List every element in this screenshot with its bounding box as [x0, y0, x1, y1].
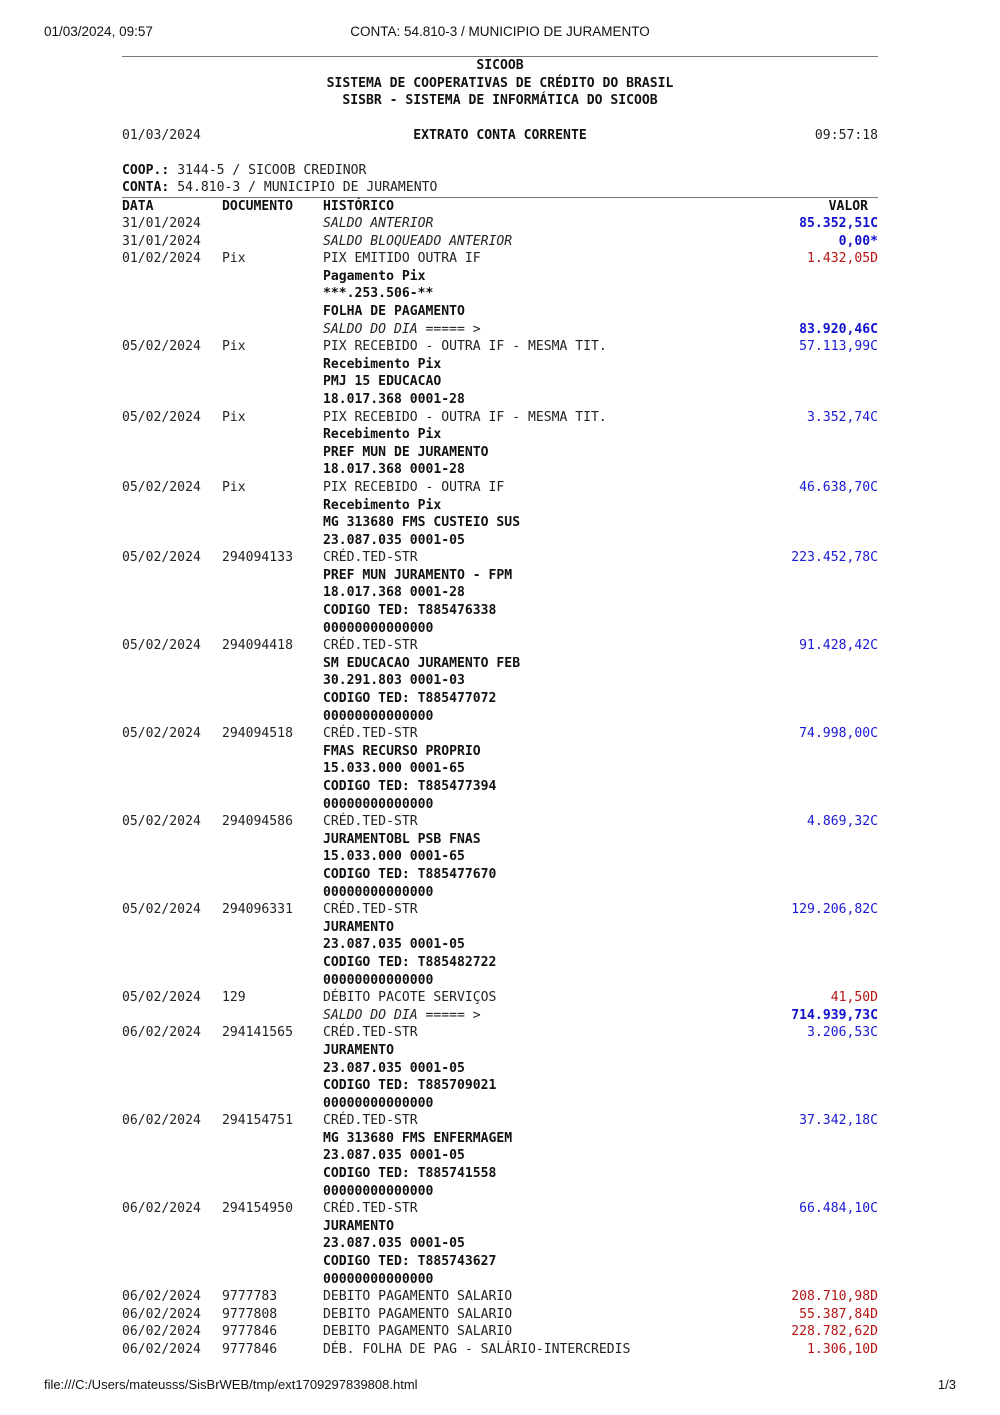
table-row [122, 479, 878, 497]
row-history: 30.291.803 0001-03 [323, 673, 465, 689]
transaction-table [122, 215, 878, 1359]
row-value: 57.113,99C [799, 339, 878, 355]
row-history: 15.033.000 0001-65 [323, 761, 465, 777]
row-history: PIX RECEBIDO - OUTRA IF [323, 479, 505, 495]
row-date: 05/02/2024 [122, 638, 201, 654]
print-title: CONTA: 54.810-3 / MUNICIPIO DE JURAMENTO [350, 24, 650, 39]
table-row [122, 954, 878, 972]
row-document: 294094133 [222, 550, 293, 566]
row-document: 294154950 [222, 1201, 293, 1217]
row-history: 23.087.035 0001-05 [323, 937, 465, 953]
row-date: 06/02/2024 [122, 1113, 201, 1129]
row-document: Pix [222, 339, 246, 355]
table-row [122, 602, 878, 620]
table-row [122, 1218, 878, 1236]
row-history: CODIGO TED: T885743627 [323, 1254, 497, 1270]
row-history: DÉBITO PACOTE SERVIÇOS [323, 990, 497, 1006]
table-row [122, 919, 878, 937]
row-history: CODIGO TED: T885476338 [323, 603, 497, 619]
account-value: 54.810-3 / MUNICIPIO DE JURAMENTO [177, 180, 438, 195]
row-history: CODIGO TED: T885741558 [323, 1166, 497, 1182]
table-row [122, 1306, 878, 1324]
table-row [122, 233, 878, 251]
page-number: 1/3 [937, 1377, 956, 1392]
row-value: 4.869,32C [807, 814, 878, 830]
row-history: CRÉD.TED-STR [323, 902, 418, 918]
table-row [122, 1288, 878, 1306]
row-history: DEBITO PAGAMENTO SALARIO [323, 1289, 513, 1305]
row-history: JURAMENTOBL PSB FNAS [323, 831, 481, 847]
coop-value: 3144-5 / SICOOB CREDINOR [177, 162, 367, 178]
table-row [122, 1147, 878, 1165]
table-row [122, 796, 878, 814]
row-history: DEBITO PAGAMENTO SALARIO [323, 1306, 513, 1322]
row-date: 05/02/2024 [122, 339, 201, 355]
table-header [122, 197, 878, 216]
table-row [122, 250, 878, 268]
row-value: 74.998,00C [799, 726, 878, 742]
browser-print-footer [44, 1377, 956, 1395]
table-row [122, 831, 878, 849]
table-row [122, 532, 878, 550]
table-row [122, 391, 878, 409]
table-row [122, 884, 878, 902]
row-history: CODIGO TED: T885482722 [323, 954, 497, 970]
bank-system-name: SISTEMA DE COOPERATIVAS DE CRÉDITO DO BRASIL [326, 75, 674, 91]
account-info [122, 179, 878, 197]
row-value: 55.387,84D [799, 1306, 878, 1322]
row-value: 3.206,53C [807, 1025, 878, 1041]
row-history: PREF MUN JURAMENTO - FPM [323, 567, 513, 583]
row-date: 06/02/2024 [122, 1306, 201, 1322]
row-history: 00000000000000 [323, 620, 434, 636]
row-value: 129.206,82C [791, 902, 878, 918]
table-row [122, 708, 878, 726]
row-history: MG 313680 FMS CUSTEIO SUS [323, 515, 521, 531]
row-value: 0,00* [838, 233, 878, 249]
row-value: 1.432,05D [807, 251, 878, 267]
row-history: CRÉD.TED-STR [323, 814, 418, 830]
row-date: 06/02/2024 [122, 1025, 201, 1041]
column-header-value: VALOR [828, 198, 868, 214]
row-history: CODIGO TED: T885477394 [323, 779, 497, 794]
table-row [122, 848, 878, 866]
table-row [122, 1007, 878, 1025]
row-document: 9777846 [222, 1342, 278, 1357]
table-row [122, 338, 878, 356]
table-row [122, 1341, 878, 1359]
table-row [122, 567, 878, 585]
table-row [122, 444, 878, 462]
row-history: FOLHA DE PAGAMENTO [323, 303, 465, 319]
row-history: PIX RECEBIDO - OUTRA IF - MESMA TIT. [323, 339, 607, 355]
row-history: JURAMENTO [323, 1218, 394, 1234]
row-document: 294094586 [222, 814, 293, 830]
table-row [122, 1323, 878, 1341]
row-value: 228.782,62D [791, 1324, 878, 1340]
row-history: Recebimento Pix [323, 356, 442, 372]
row-document: 9777783 [222, 1289, 278, 1305]
table-row [122, 813, 878, 831]
table-row [122, 620, 878, 638]
print-datetime: 01/03/2024, 09:57 [44, 24, 153, 39]
row-history: 15.033.000 0001-65 [323, 849, 465, 865]
table-row [122, 584, 878, 602]
row-history: Pagamento Pix [323, 268, 426, 284]
row-date: 05/02/2024 [122, 479, 201, 495]
table-row [122, 725, 878, 743]
account-label: CONTA: [122, 180, 170, 195]
row-date: 05/02/2024 [122, 550, 201, 566]
row-document: 294096331 [222, 902, 293, 918]
table-row [122, 655, 878, 673]
row-history: 00000000000000 [323, 972, 434, 988]
table-row [122, 866, 878, 884]
browser-print-header [44, 24, 956, 42]
table-row [122, 778, 878, 796]
table-row [122, 989, 878, 1007]
row-value: 714.939,73C [791, 1007, 878, 1023]
row-value: 1.306,10D [807, 1342, 878, 1357]
row-date: 01/02/2024 [122, 251, 201, 267]
table-row [122, 690, 878, 708]
table-row [122, 426, 878, 444]
row-history: CRÉD.TED-STR [323, 1113, 418, 1129]
row-document: 129 [222, 990, 246, 1006]
bank-name: SICOOB [476, 58, 524, 73]
row-history: CODIGO TED: T885709021 [323, 1078, 497, 1094]
row-document: Pix [222, 479, 246, 495]
row-history: PMJ 15 EDUCACAO [323, 374, 442, 390]
table-row [122, 1253, 878, 1271]
table-row [122, 1165, 878, 1183]
row-history: CRÉD.TED-STR [323, 638, 418, 654]
row-document: Pix [222, 409, 246, 425]
row-document: 294094518 [222, 726, 293, 742]
row-history: ***.253.506-** [323, 286, 434, 302]
row-history: CRÉD.TED-STR [323, 1025, 418, 1041]
row-value: 41,50D [830, 990, 878, 1006]
row-history: DÉB. FOLHA DE PAG - SALÁRIO-INTERCREDIS [323, 1342, 631, 1357]
report-meta [122, 127, 878, 145]
report-time: 09:57:18 [814, 127, 878, 143]
row-history: SALDO DO DIA ===== > [323, 321, 481, 337]
table-row [122, 972, 878, 990]
row-date: 05/02/2024 [122, 726, 201, 742]
table-row [122, 1200, 878, 1218]
table-row [122, 1060, 878, 1078]
table-row [122, 1235, 878, 1253]
table-row [122, 1130, 878, 1148]
row-history: DEBITO PAGAMENTO SALARIO [323, 1324, 513, 1340]
report-date: 01/03/2024 [122, 127, 201, 143]
row-history: CODIGO TED: T885477072 [323, 691, 497, 707]
row-history: FMAS RECURSO PROPRIO [323, 743, 481, 759]
row-value: 91.428,42C [799, 638, 878, 654]
row-history: 18.017.368 0001-28 [323, 391, 465, 407]
table-row [122, 1042, 878, 1060]
row-history: CRÉD.TED-STR [323, 1201, 418, 1217]
row-document: 294094418 [222, 638, 293, 654]
table-row [122, 215, 878, 233]
row-value: 208.710,98D [791, 1289, 878, 1305]
table-row [122, 743, 878, 761]
statement-document [122, 56, 878, 1359]
row-history: SM EDUCACAO JURAMENTO FEB [323, 655, 521, 671]
table-row [122, 303, 878, 321]
row-history: Recebimento Pix [323, 497, 442, 513]
table-row [122, 901, 878, 919]
column-header-document: DOCUMENTO [222, 198, 293, 214]
row-value: 85.352,51C [799, 216, 878, 231]
row-date: 06/02/2024 [122, 1342, 201, 1357]
row-value: 66.484,10C [799, 1201, 878, 1217]
table-row [122, 549, 878, 567]
table-row [122, 285, 878, 303]
row-history: CRÉD.TED-STR [323, 726, 418, 742]
row-history: 00000000000000 [323, 1183, 434, 1199]
row-history: 00000000000000 [323, 1271, 434, 1287]
row-history: PIX RECEBIDO - OUTRA IF - MESMA TIT. [323, 409, 607, 425]
row-history: CRÉD.TED-STR [323, 550, 418, 566]
table-row [122, 461, 878, 479]
row-value: 37.342,18C [799, 1113, 878, 1129]
row-history: 23.087.035 0001-05 [323, 532, 465, 548]
row-document: Pix [222, 251, 246, 267]
row-history: SALDO DO DIA ===== > [323, 1007, 481, 1023]
report-title: EXTRATO CONTA CORRENTE [413, 127, 587, 143]
table-row [122, 373, 878, 391]
row-history: SALDO BLOQUEADO ANTERIOR [323, 233, 513, 249]
row-history: 23.087.035 0001-05 [323, 1236, 465, 1252]
table-row [122, 936, 878, 954]
row-date: 05/02/2024 [122, 814, 201, 830]
table-row [122, 672, 878, 690]
table-row [122, 1112, 878, 1130]
table-row [122, 1095, 878, 1113]
row-document: 9777808 [222, 1306, 278, 1322]
row-history: Recebimento Pix [323, 427, 442, 443]
row-value: 46.638,70C [799, 479, 878, 495]
row-date: 05/02/2024 [122, 990, 201, 1006]
row-value: 223.452,78C [791, 550, 878, 566]
row-value: 3.352,74C [807, 409, 878, 425]
table-row [122, 1024, 878, 1042]
row-history: 23.087.035 0001-05 [323, 1148, 465, 1164]
row-history: SALDO ANTERIOR [323, 216, 434, 231]
row-date: 05/02/2024 [122, 409, 201, 425]
row-value: 83.920,46C [799, 321, 878, 337]
table-row [122, 1077, 878, 1095]
row-history: PREF MUN DE JURAMENTO [323, 444, 489, 460]
row-history: JURAMENTO [323, 1042, 394, 1058]
row-history: 00000000000000 [323, 1095, 434, 1111]
row-history: PIX EMITIDO OUTRA IF [323, 251, 481, 267]
row-history: 00000000000000 [323, 708, 434, 724]
table-row [122, 356, 878, 374]
row-document: 294141565 [222, 1025, 293, 1041]
row-date: 06/02/2024 [122, 1289, 201, 1305]
row-date: 06/02/2024 [122, 1201, 201, 1217]
row-date: 31/01/2024 [122, 216, 201, 231]
row-history: MG 313680 FMS ENFERMAGEM [323, 1130, 513, 1146]
table-row [122, 760, 878, 778]
coop-label: COOP.: [122, 162, 170, 178]
table-row [122, 268, 878, 286]
row-history: 00000000000000 [323, 796, 434, 812]
table-row [122, 637, 878, 655]
table-row [122, 321, 878, 339]
row-history: 18.017.368 0001-28 [323, 585, 465, 601]
table-row [122, 1271, 878, 1289]
column-header-date: DATA [122, 198, 154, 214]
coop-info [122, 162, 878, 180]
file-path: file:///C:/Users/mateusss/SisBrWEB/tmp/ext1709297839808.html [44, 1377, 418, 1392]
row-history: 23.087.035 0001-05 [323, 1060, 465, 1076]
bank-platform-name: SISBR - SISTEMA DE INFORMÁTICA DO SICOOB [342, 93, 658, 108]
row-history: 18.017.368 0001-28 [323, 462, 465, 478]
row-history: JURAMENTO [323, 919, 394, 935]
row-document: 9777846 [222, 1324, 278, 1340]
table-row [122, 514, 878, 532]
table-row [122, 409, 878, 427]
row-date: 31/01/2024 [122, 233, 201, 249]
row-document: 294154751 [222, 1113, 293, 1129]
column-header-history: HISTÓRICO [323, 198, 394, 214]
row-history: 00000000000000 [323, 884, 434, 900]
row-date: 06/02/2024 [122, 1324, 201, 1340]
table-row [122, 497, 878, 515]
row-date: 05/02/2024 [122, 902, 201, 918]
table-row [122, 1183, 878, 1201]
row-history: CODIGO TED: T885477670 [323, 866, 497, 882]
